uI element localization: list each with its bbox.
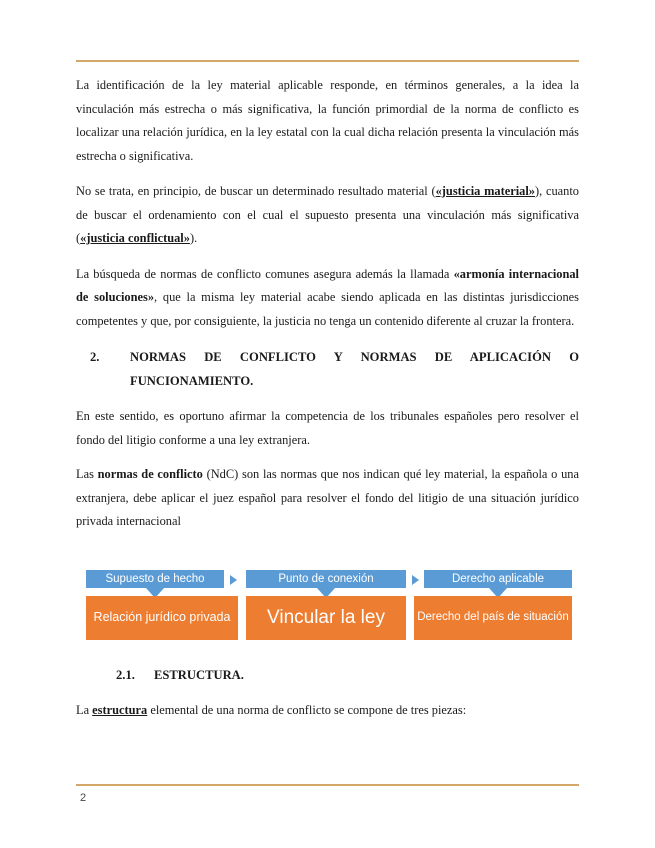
diagram-header-3: Derecho aplicable <box>424 570 572 588</box>
paragraph-1: La identificación de la ley material aplicable responde, en términos generales, a la idea la vinculación más estrecha o más significativa, la función primordial de la norma de conflicto es localizar una relación jurídica, en la ley estatal con la cual dicha relación presenta la vinculación más estrecha o significativa. <box>76 78 579 163</box>
text-span: elemental de una norma de conflicto se compone de tres piezas: <box>147 703 467 717</box>
section-title-line-2: FUNCIONAMIENTO. <box>130 374 254 388</box>
paragraph-6 <box>76 699 579 723</box>
term-estructura: estructura <box>92 703 148 717</box>
text-span: ). <box>189 231 198 245</box>
diagram-header-1: Supuesto de hecho <box>86 570 224 588</box>
subsection-number: 2.1. <box>116 667 135 682</box>
arrow-right-icon <box>412 575 419 585</box>
footer-rule <box>76 784 579 786</box>
section-heading-2 <box>76 345 579 393</box>
text-span: , que la misma ley material acabe siendo aplicada en las distintas jurisdicciones competentes y que, por consiguiente, la justicia no tenga un contenido diferente al cruzar la frontera. <box>76 290 579 328</box>
term-normas-de-conflicto: normas de conflicto <box>97 467 203 481</box>
arrow-right-icon <box>230 575 237 585</box>
paragraph-4: En este sentido, es oportuno afirmar la competencia de los tribunales españoles pero resolver el fondo del litigio conforme a una ley extranjera. <box>76 409 579 447</box>
header-rule <box>76 60 579 62</box>
paragraph-3 <box>76 263 579 334</box>
page-number: 2 <box>80 792 87 804</box>
section-title-line-1: NORMAS DE CONFLICTO Y NORMAS DE APLICACIÓN O <box>130 350 579 364</box>
paragraph-5 <box>76 463 579 534</box>
subsection-heading <box>116 664 579 688</box>
structure-diagram <box>76 558 579 642</box>
section-number: 2. <box>90 350 100 364</box>
text-span: ), cuanto de buscar el ordenamiento con el cual el supuesto presenta una vinculación más significativa ( <box>76 184 579 245</box>
text-span: Las <box>76 467 98 481</box>
diagram-box-2: Vincular la ley <box>246 596 406 640</box>
text-span: La <box>76 703 93 717</box>
text-span: (NdC) son las normas que nos indican qué ley material, la española o una extranjera, debe aplicar el juez español para resolver el fondo del litigio de una situación jurídico privada internacional <box>76 467 579 528</box>
text-span: No se trata, en principio, de buscar un determinado resultado material ( <box>76 184 436 198</box>
subsection-title: ESTRUCTURA. <box>154 667 244 682</box>
diagram-box-3: Derecho del país de situación <box>414 596 572 640</box>
term-justicia-material: «justicia material» <box>435 184 535 198</box>
text-span: La búsqueda de normas de conflicto comunes asegura además la llamada <box>76 266 454 281</box>
diagram-box-1: Relación jurídico privada <box>86 596 238 640</box>
document-body <box>76 74 579 735</box>
paragraph-2 <box>76 180 579 251</box>
term-justicia-conflictual: «justicia conflictual» <box>80 231 190 245</box>
diagram-header-2: Punto de conexión <box>246 570 406 588</box>
section-title <box>130 345 579 393</box>
term-armonia: «armonía internacional de soluciones» <box>76 266 579 304</box>
